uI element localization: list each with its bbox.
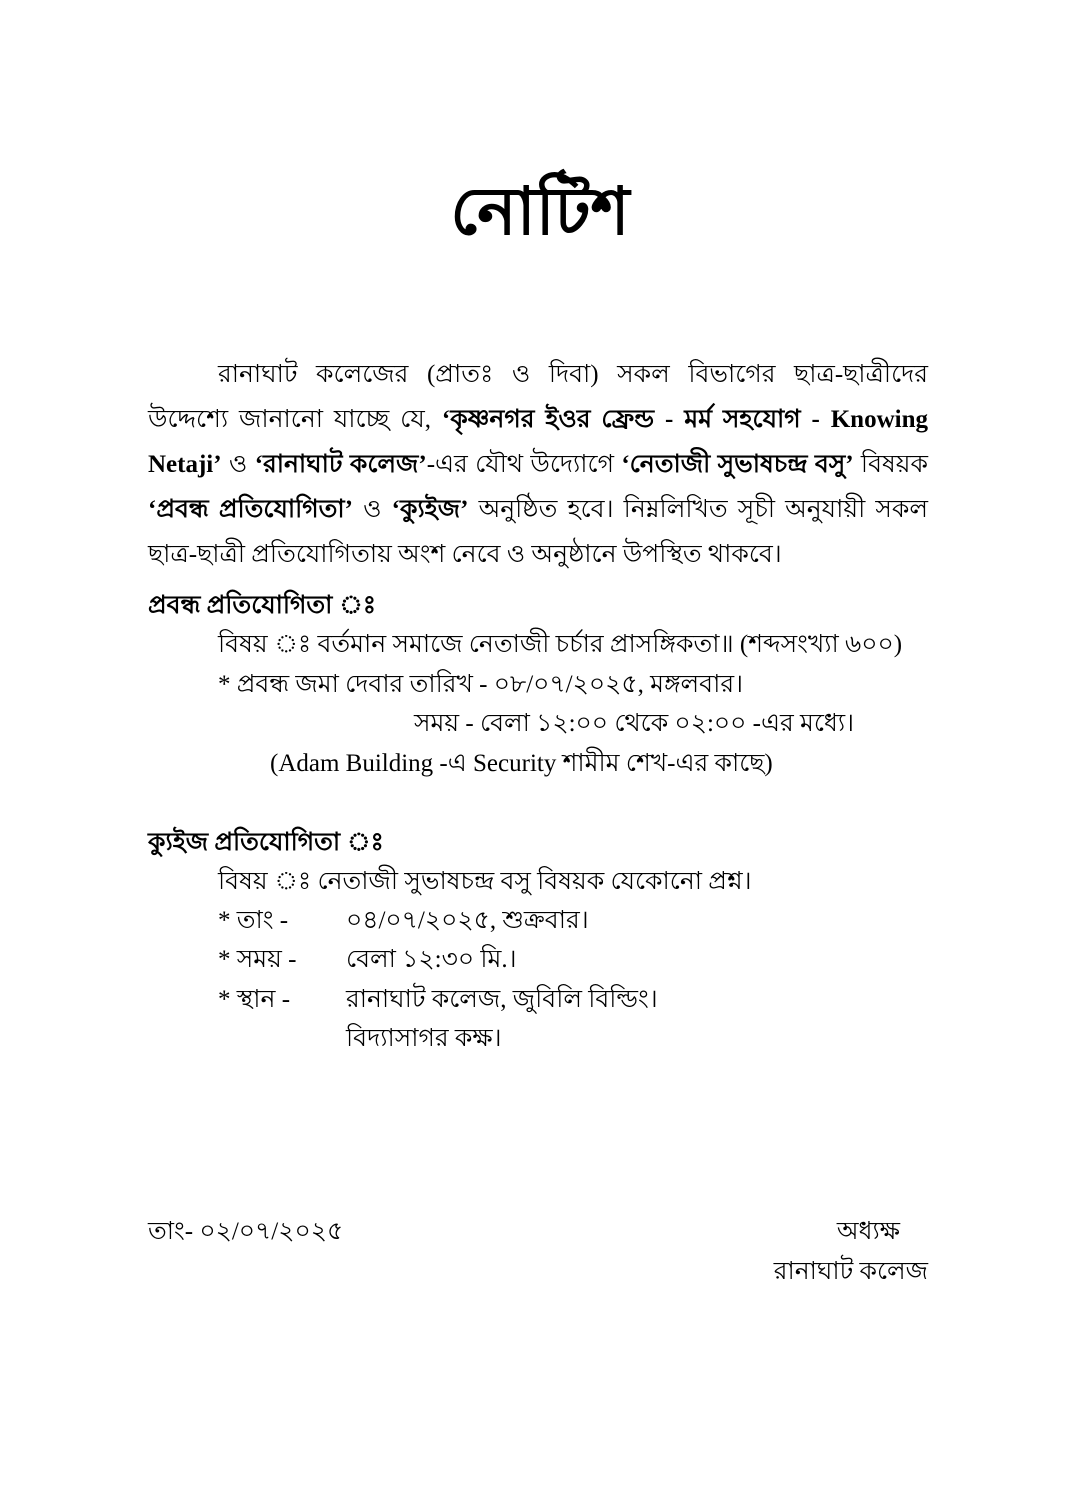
event-essay: ‘প্রবন্ধ প্রতিযোগিতা’ [148, 496, 353, 523]
quiz-room: বিদ্যাসাগর কক্ষ। [346, 1025, 502, 1052]
quiz-time-value: বেলা ১২:৩০ মি.। [346, 946, 517, 973]
intro-text-6: অনুষ্ঠিত হবে। নিম্নলিখিত সূচী অনুযায়ী সকল ছাত্র-ছাত্রী প্রতিযোগিতায় অংশ নেবে ও অনুষ্ঠানে উপস্থিত থাকবে। [148, 496, 928, 568]
essay-submission-time: সময় - বেলা ১২:০০ থেকে ০২:০০ -এর মধ্যে। [414, 710, 855, 737]
notice-date: তাং- ০২/০৭/২০২৫ [148, 1218, 344, 1245]
quiz-place-row [218, 980, 658, 1020]
organizer-1: ‘কৃষ্ণনগর ইওর ফ্রেন্ড - মর্ম সহযোগ - Knowing Netaji’ [148, 406, 928, 478]
quiz-date-label: * তাং - [218, 907, 289, 934]
intro-text-1: রানাঘাট কলেজের (প্রাতঃ ও দিবা) সকল বিভাগের ছাত্র-ছাত্রীদের উদ্দেশ্যে জানানো যাচ্ছে যে, [148, 361, 928, 433]
intro-text-2: ও [221, 451, 255, 478]
quiz-date-row [218, 901, 589, 941]
event-quiz: ‘ক্যুইজ’ [391, 496, 469, 523]
essay-heading: প্রবন্ধ প্রতিযোগিতা ঃ [148, 592, 377, 619]
essay-submission-date: * প্রবন্ধ জমা দেবার তারিখ - ০৮/০৭/২০২৫, মঙ্গলবার। [218, 671, 744, 698]
intro-text-4: বিষয়ক [853, 451, 928, 478]
intro-text-3: -এর যৌথ উদ্যোগে [426, 451, 622, 478]
signatory-org: রানাঘাট কলেজ [773, 1258, 928, 1285]
intro-paragraph [148, 352, 928, 577]
signatory-title: অধ্যক্ষ [836, 1218, 900, 1245]
topic-name: ‘নেতাজী সুভাষচন্দ্র বসু’ [621, 451, 854, 478]
quiz-time-label: * সময় - [218, 946, 297, 973]
essay-submission-place: (Adam Building -এ Security শামীম শেখ-এর কাছে) [270, 750, 773, 777]
quiz-subject: বিষয় ঃ নেতাজী সুভাষচন্দ্র বসু বিষয়ক যেকোনো প্রশ্ন। [218, 868, 752, 895]
notice-title: নোটিশ [450, 176, 630, 249]
quiz-date-value: ০৪/০৭/২০২৫, শুক্রবার। [346, 907, 589, 934]
essay-subject: বিষয় ঃ বর্তমান সমাজে নেতাজী চর্চার প্রাসঙ্গিকতা॥ (শব্দসংখ্যা ৬০০) [218, 631, 903, 658]
quiz-place-value: রানাঘাট কলেজ, জুবিলি বিল্ডিং। [346, 986, 658, 1013]
signature-block [774, 1212, 928, 1292]
organizer-2: ‘রানাঘাট কলেজ’ [254, 451, 427, 478]
quiz-heading: ক্যুইজ প্রতিযোগিতা ঃ [148, 829, 384, 856]
quiz-time-row [218, 940, 517, 980]
intro-text-5: ও [352, 496, 392, 523]
quiz-place-label: * স্থান - [218, 986, 291, 1013]
